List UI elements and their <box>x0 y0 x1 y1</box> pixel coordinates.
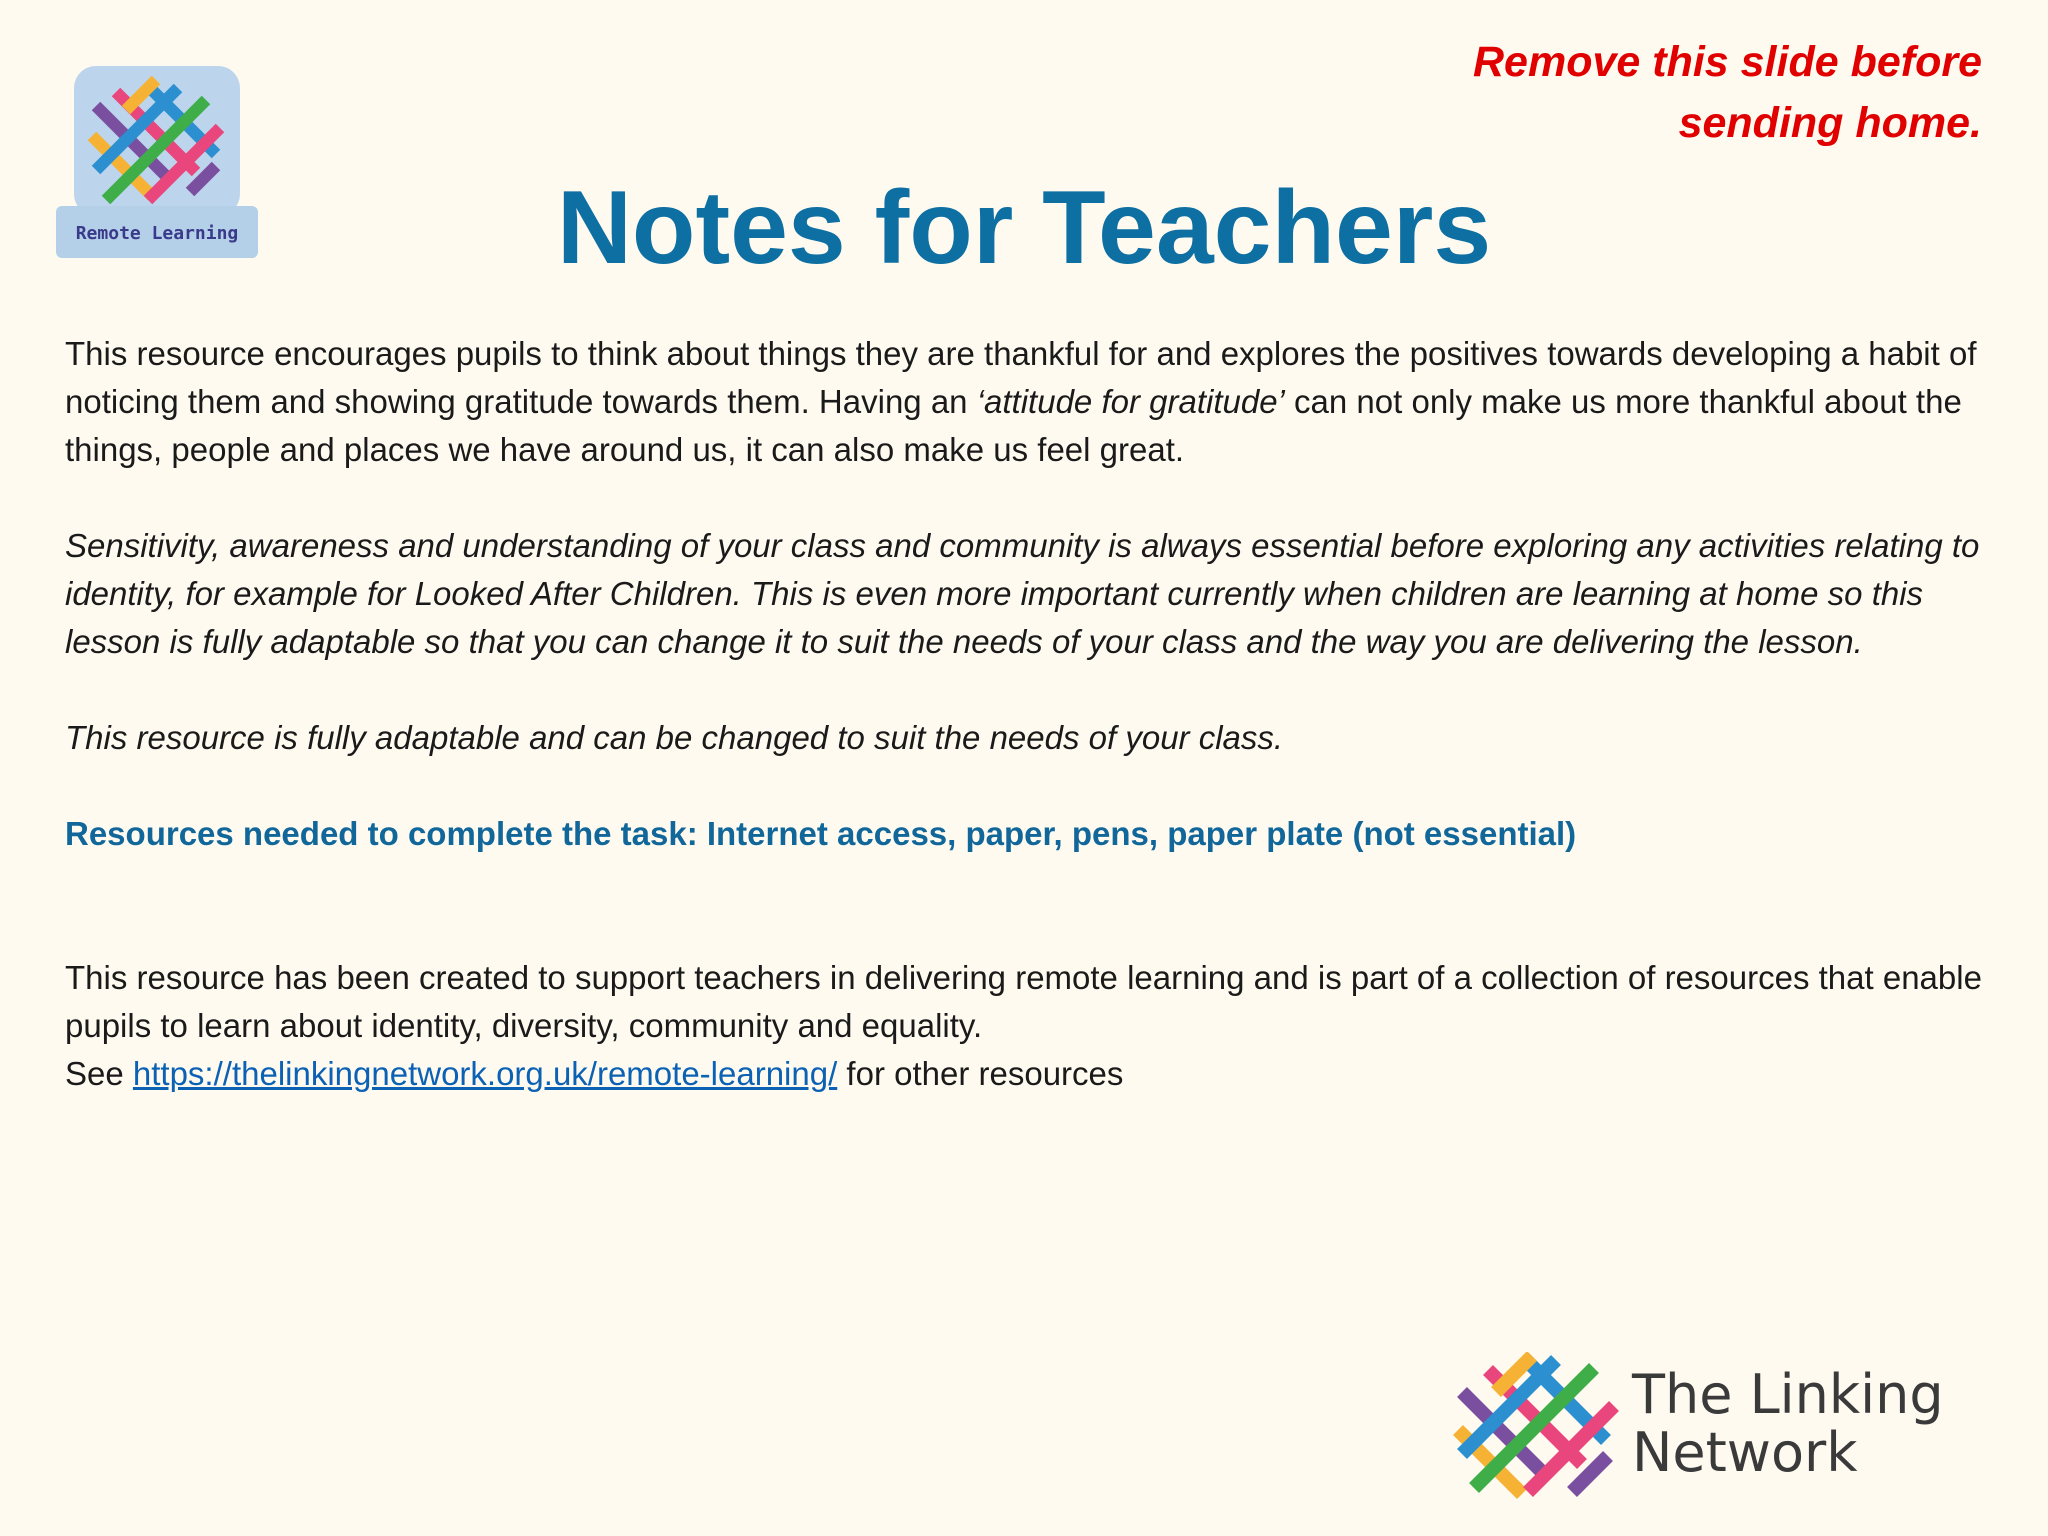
remove-slide-warning <box>1282 32 1982 154</box>
brand-line-2: Network <box>1632 1421 1858 1484</box>
sensitivity-paragraph: Sensitivity, awareness and understanding of your class and community is always essential before exploring any activities relating to identity, for example for Looked After Children. This is even more important currently when children are learning at home so this lesson is fully adaptable so that you can change it to suit the needs of your class and the way you are delivering the lesson. <box>65 527 1980 660</box>
intro-emphasis: ‘attitude for gratitude’ <box>976 383 1285 420</box>
warning-line-1: Remove this slide before <box>1473 38 1982 86</box>
brand-line-1: The Linking <box>1632 1363 1944 1426</box>
intro-paragraph <box>65 330 1995 474</box>
brand-name <box>1632 1363 1944 1484</box>
resources-needed: Resources needed to complete the task: Internet access, paper, pens, paper plate (not essential) <box>65 815 1577 852</box>
see-tail: for other resources <box>837 1055 1124 1092</box>
remote-learning-link[interactable]: https://thelinkingnetwork.org.uk/remote-learning/ <box>132 1055 838 1092</box>
notes-body <box>65 330 1995 1098</box>
page-title: Notes for Teachers <box>556 170 1492 286</box>
collection-paragraph: This resource has been created to support teachers in delivering remote learning and is part of a collection of resources that enable pupils to learn about identity, diversity, community and equality. <box>65 959 1982 1044</box>
linking-network-logo-icon <box>1452 1352 1622 1500</box>
intro-text-2: can not only make us more thankful about the things, people and places we have around us, it can also make us feel great. <box>65 383 1962 468</box>
adaptable-paragraph: This resource is fully adaptable and can be changed to suit the needs of your class. <box>65 719 1284 756</box>
intro-text-1: This resource encourages pupils to think about things they are thankful for and explores the positives towards developing a habit of noticing them and showing gratitude towards them. Having an <box>65 335 1977 420</box>
see-line <box>65 1050 1995 1098</box>
warning-line-2: sending home. <box>1678 99 1982 147</box>
badge-label: Remote Learning <box>75 223 239 244</box>
see-label: See <box>65 1055 133 1092</box>
